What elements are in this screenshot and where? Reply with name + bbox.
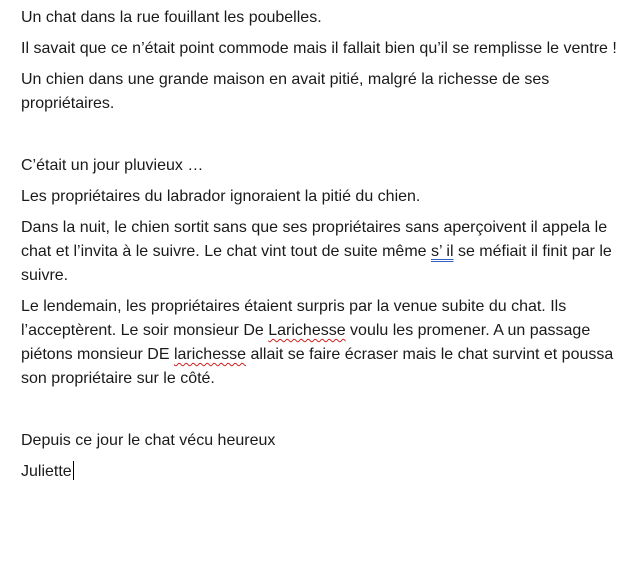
paragraph-1: Un chat dans la rue fouillant les poubelles. [21, 9, 322, 26]
empty-paragraph [21, 398, 629, 422]
paragraph-2: Il savait que ce n’était point commode mais il fallait bien qu’il se remplisse le ventre ! [21, 40, 617, 57]
document-body[interactable] [21, 6, 629, 491]
spelling-flag[interactable]: larichesse [173, 346, 246, 363]
paragraph-7-text-c: allait se faire écraser mais le chat survint et poussa son propriétaire sur le côté. [21, 346, 614, 387]
text-cursor [73, 461, 74, 480]
paragraph-7 [21, 295, 629, 391]
paragraph-5: Les propriétaires du labrador ignoraient la pitié du chien. [21, 188, 421, 205]
paragraph-9 [21, 460, 629, 484]
grammar-flag[interactable]: s’ il [430, 243, 454, 260]
paragraph-6-text-b: se méfiait il finit par le suivre. [21, 243, 612, 284]
paragraph-8: Depuis ce jour le chat vécu heureux [21, 432, 276, 449]
signature-text: Juliette [21, 463, 72, 480]
empty-paragraph [21, 123, 629, 147]
spelling-flag[interactable]: Larichesse [268, 322, 346, 339]
paragraph-7-text-a: Le lendemain, les propriétaires étaient surpris par la venue subite du chat. Ils l’acceptèrent. Le soir monsieur De [21, 298, 567, 339]
paragraph-4: C’était un jour pluvieux … [21, 157, 204, 174]
paragraph-7-text-b: voulu les promener. A un passage piétons monsieur DE [21, 322, 591, 363]
paragraph-3: Un chien dans une grande maison en avait pitié, malgré la richesse de ses propriétaires. [21, 71, 550, 112]
paragraph-6-text-a: Dans la nuit, le chien sortit sans que ses propriétaires sans aperçoivent il appela le chat et l’invita à le suivre. Le chat vint tout de suite même [21, 219, 608, 260]
paragraph-6 [21, 216, 629, 288]
